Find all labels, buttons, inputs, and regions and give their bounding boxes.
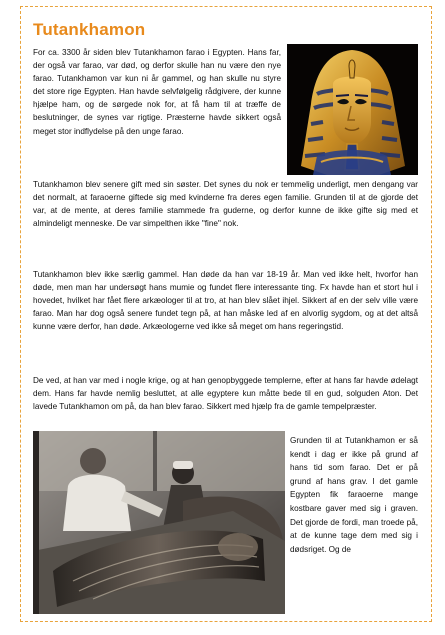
tutankhamun-mask-image	[287, 44, 418, 175]
paragraph-4: De ved, at han var med i nogle krige, og at han genopbyggede templerne, efter at hans far havde ødelagt dem. Hans far havde nemlig besluttet, at alle egyptere kun måtte bede til en gud, solguden Aton. Det lavede Tutankhamon om på, da han blev farao. Sikkert med hjælp fra de gamle tempelpræster.	[33, 376, 418, 412]
page-title: Tutankhamon	[33, 20, 146, 39]
tomb-excavation-photo	[33, 431, 285, 614]
paragraph-3: Tutankhamon blev ikke særlig gammel. Han døde da han var 18-19 år. Man ved ikke helt, hvorfor han døde, men man har undersøgt hans mumie og fundet flere interessante ting. Fx havde han et stort hul i hovedet, hvilket har fået flere arkæologer til at tro, at han blev slået ihjel. Sikkert af en der selv ville være farao. Man har dog også senere fundet tegn på, at han måske led af en alvorlig sygdom, og at det altså kunne være derfor, han døde. Arkæologerne ved ikke så meget om hans regeringstid.	[33, 270, 418, 332]
paragraph-1: For ca. 3300 år siden blev Tutankhamon farao i Egypten. Hans far, der også var farao, var død, og derfor skulle han nu være den nye farao. Tutankhamon var kun ni år gammel, og han skulle nu styre det store rige Egypten. Han havde selvfølgelig rådgivere, der kunne hjælpe ham, og de sørgede nok for, at få ham til at træffe de beslutninger, de synes var rigtige. Præsterne havde sikkert også meget stor indflydelse på den unge farao.	[33, 48, 281, 136]
paragraph-2: Tutankhamon blev senere gift med sin søster. Det synes du nok er temmelig underligt, men dengang var det normalt, at faraoerne giftede sig med kvinderne fra deres egen familie. Grunden til at de gjorde det var, at de mente, at deres familie stammede fra guderne, og derfor kunne de ikke gifte sig med et almindeligt menneske. De var simpelthen ikke "fine" nok.	[33, 180, 418, 229]
paragraph-5: Grunden til at Tutankhamon er så kendt i dag er ikke på grund af hans tid som farao. Det er på grund af hans grav. I det gamle Egypten fik faraoerne mange kostbare gaver med sig i graven. Det gjorde de fordi, man troede på, at de kunne tage dem med sig i dødsriget. Og de	[290, 436, 418, 554]
